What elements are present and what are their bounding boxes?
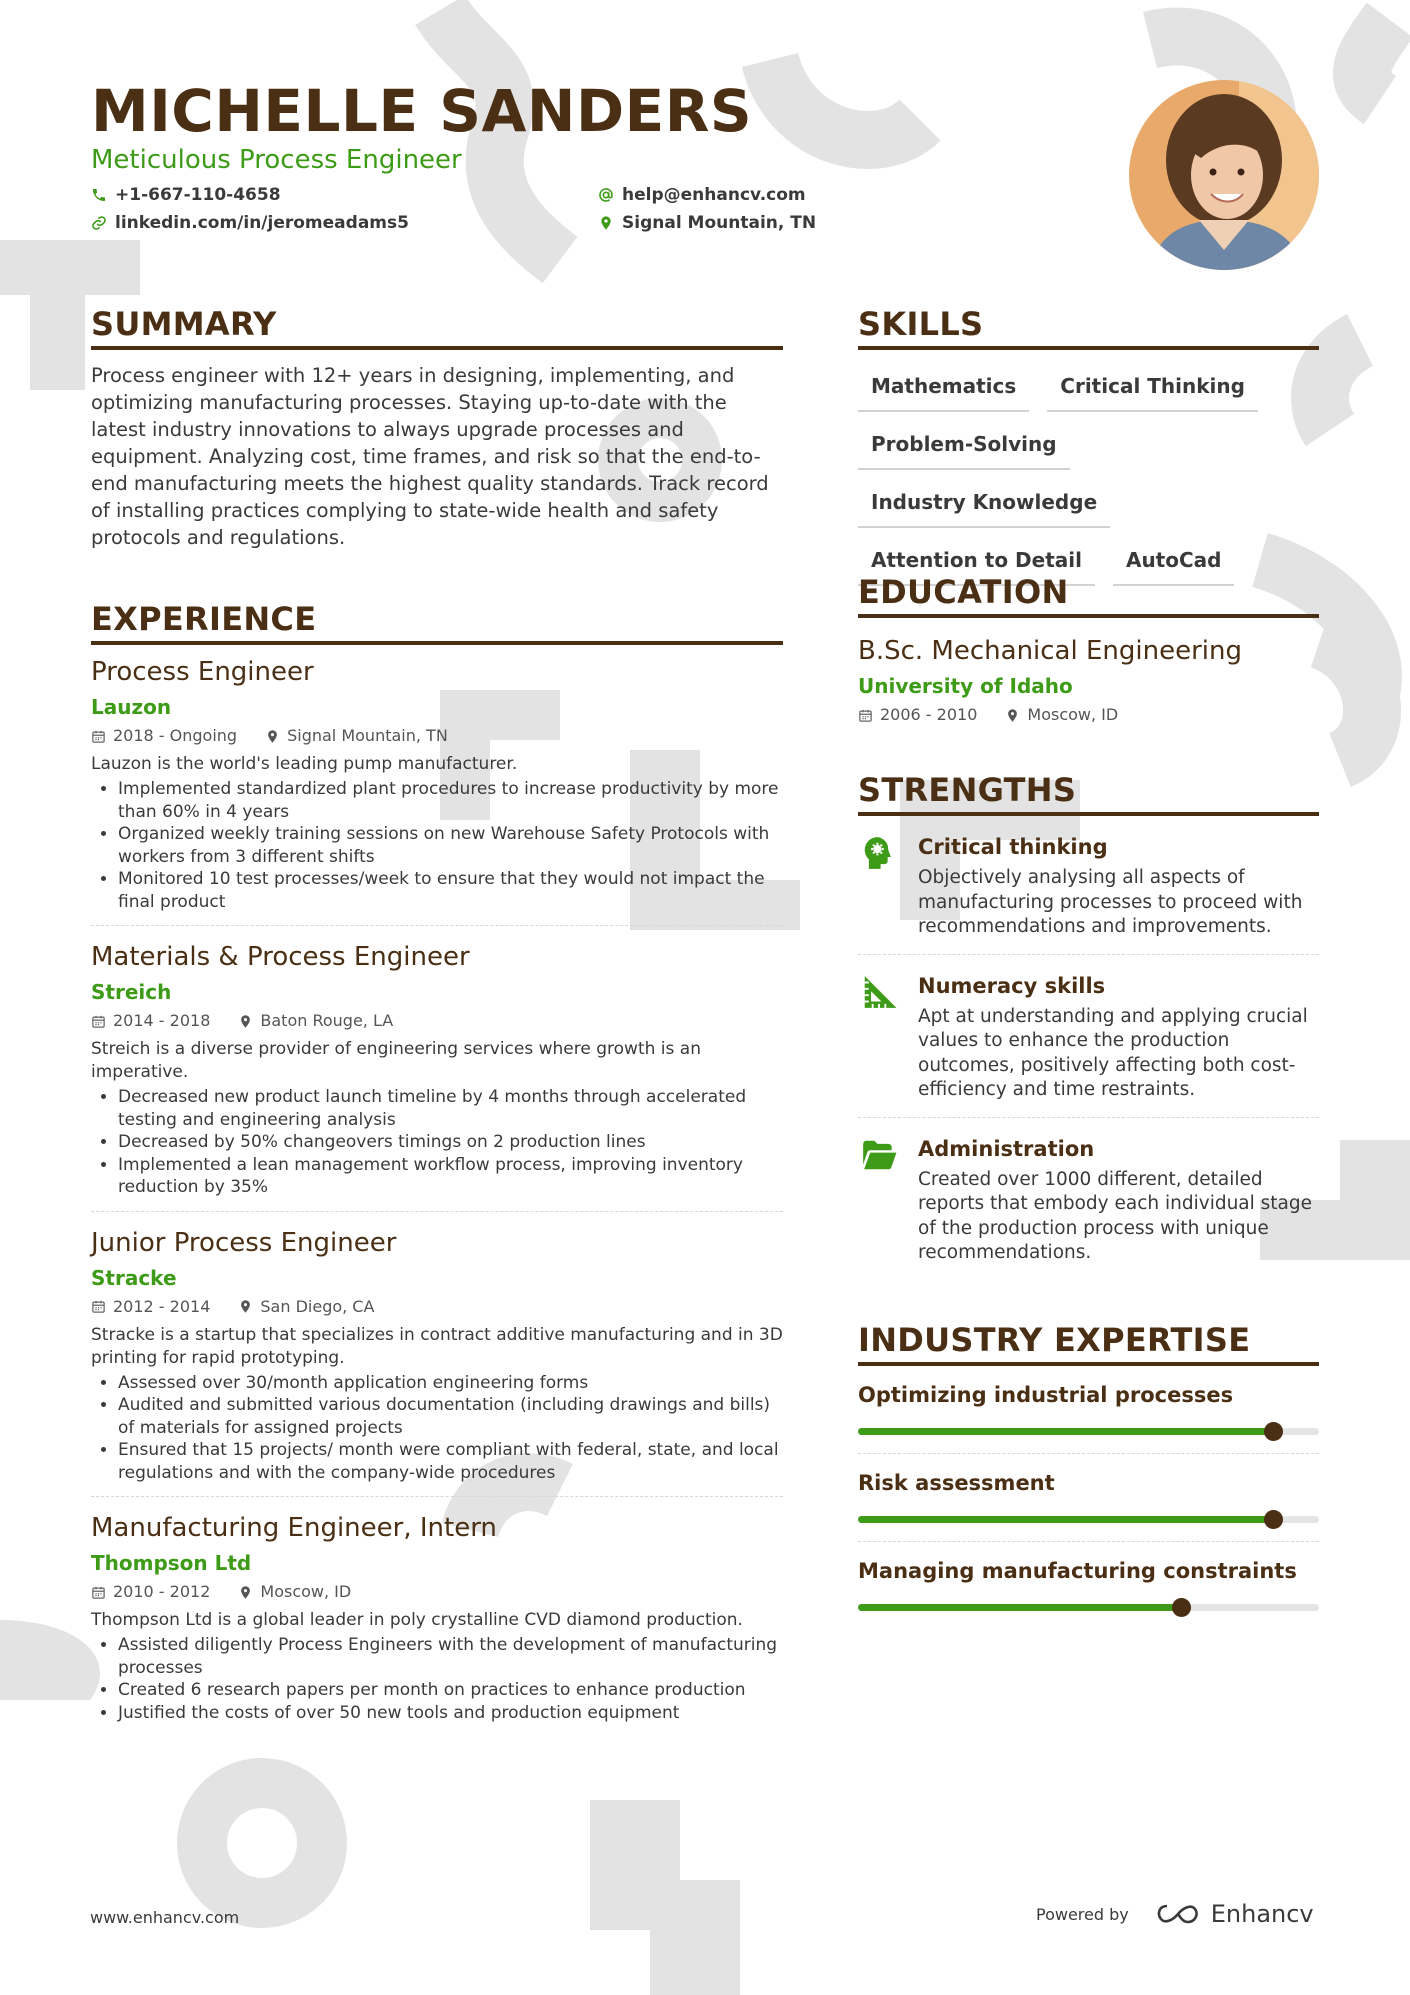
skill-tag: AutoCad (1113, 542, 1235, 586)
strength-description: Created over 1000 different, detailed reports that embody each individual stage of the production process with unique recommendations. (918, 1168, 1313, 1263)
job-bullets (91, 1086, 783, 1199)
job-title: Manufacturing Engineer, Intern (91, 1513, 497, 1543)
contact-location (598, 210, 816, 236)
job-bullets (91, 1634, 783, 1724)
strength-body (918, 1134, 1319, 1266)
job-location-text: San Diego, CA (260, 1296, 375, 1316)
job-bullet: • Assisted diligently Process Engineers with the development of manufacturing processes (118, 1634, 783, 1679)
expertise-label: Risk assessment (858, 1471, 1055, 1495)
at-icon (598, 187, 614, 203)
calendar-icon (91, 1585, 106, 1600)
job-location (238, 1010, 393, 1032)
expertise-item (858, 1542, 1319, 1629)
job-bullets (91, 778, 783, 913)
strength-body (918, 971, 1319, 1103)
job-bullet: • Created 6 research papers per month on practices to enhance production (118, 1679, 783, 1702)
calendar-icon (858, 708, 873, 723)
expertise-bar-fill (858, 1604, 1181, 1611)
job-bullet: • Decreased new product launch timeline by 4 months through accelerated testing and engineering analysis (118, 1086, 783, 1131)
expertise-bar-track (858, 1516, 1319, 1523)
job-bullet: • Justified the costs of over 50 new tools and production equipment (118, 1702, 783, 1725)
job-location (265, 725, 448, 747)
phone-text: +1-667-110-4658 (115, 185, 281, 205)
expertise-label: Optimizing industrial processes (858, 1383, 1234, 1407)
job-bullet: • Organized weekly training sessions on new Warehouse Safety Protocols with workers from 3 different shifts (118, 823, 783, 868)
experience-section (91, 599, 783, 1750)
linkedin-text: linkedin.com/in/jeromeadams5 (115, 213, 409, 233)
skills-list (858, 368, 1319, 586)
brand-text: Enhancv (1210, 1900, 1314, 1928)
footer-branding (1036, 1900, 1314, 1928)
location-pin-icon (238, 1299, 253, 1314)
job-entry (91, 940, 783, 1212)
profile-photo (1129, 80, 1319, 270)
strength-title: Critical thinking (918, 835, 1108, 859)
job-dates (91, 1010, 210, 1032)
expertise-bar-track (858, 1428, 1319, 1435)
folder-open-icon (858, 1134, 900, 1178)
job-bullets (91, 1372, 783, 1485)
job-entry (91, 655, 783, 926)
strength-description: Objectively analysing all aspects of manufacturing processes to proceed with recommendations and improvements. (918, 867, 1303, 937)
job-entry (91, 1511, 783, 1736)
education-dates-text: 2006 - 2010 (880, 705, 978, 724)
education-school: University of Idaho (858, 674, 1073, 698)
location-pin-icon (598, 215, 614, 231)
job-meta (91, 1010, 783, 1032)
skill-tag: Problem-Solving (858, 426, 1070, 470)
education-heading: EDUCATION (858, 572, 1319, 618)
job-bullet: • Audited and submitted various documentation (including drawings and bills) of materials for assigned projects (118, 1394, 783, 1439)
job-description: Stracke is a startup that specializes in contract additive manufacturing and in 3D printing for rapid prototyping. (91, 1324, 783, 1368)
strength-body (918, 832, 1319, 940)
education-dates (858, 704, 977, 726)
summary-text: Process engineer with 12+ years in designing, implementing, and optimizing manufacturing processes. Staying up-to-date with the latest industry innovations to always upgrade processes and equipment. Analyzing cost, time frames, and risk so that the end-to-end manufacturing meets the highest quality standards. Track record of installing practices complying to state-wide health and safety protocols and regulations. (91, 364, 769, 549)
expertise-bar-fill (858, 1428, 1273, 1435)
education-location-text: Moscow, ID (1027, 705, 1119, 724)
strengths-heading: STRENGTHS (858, 770, 1319, 816)
strength-description: Apt at understanding and applying crucial values to enhance the production outcomes, positively affecting both cost-efficiency and time restraints. (918, 1005, 1308, 1100)
enhancv-logo-icon (1155, 1902, 1201, 1926)
link-icon (91, 215, 107, 231)
expertise-bar-fill (858, 1516, 1273, 1523)
job-dates-text: 2014 - 2018 (113, 1011, 211, 1030)
job-bullet: • Implemented a lean management workflow process, improving inventory reduction by 35% (118, 1154, 783, 1199)
job-dates (91, 725, 237, 747)
expertise-bar-track (858, 1604, 1319, 1611)
location-pin-icon (265, 729, 280, 744)
phone-icon (91, 187, 107, 203)
expertise-bar-knob (1172, 1598, 1191, 1617)
skill-tag: Critical Thinking (1047, 368, 1258, 412)
job-entry (91, 1226, 783, 1498)
job-company: Lauzon (91, 695, 172, 719)
job-bullet: • Implemented standardized plant procedures to increase productivity by more than 60% in 4 years (118, 778, 783, 823)
job-meta (91, 1581, 783, 1603)
job-location (238, 1296, 374, 1318)
job-location-text: Moscow, ID (260, 1582, 352, 1601)
location-pin-icon (1005, 708, 1020, 723)
education-meta (858, 704, 1319, 726)
contact-phone[interactable] (91, 182, 281, 208)
job-bullet: • Monitored 10 test processes/week to ensure that they would not impact the final product (118, 868, 783, 913)
job-dates (91, 1296, 210, 1318)
education-degree: B.Sc. Mechanical Engineering (858, 636, 1242, 666)
head-brain-icon (858, 832, 900, 876)
job-company: Stracke (91, 1265, 177, 1290)
skills-heading: SKILLS (858, 304, 1319, 350)
expertise-section (858, 1320, 1319, 1629)
job-bullet: • Ensured that 15 projects/ month were compliant with federal, state, and local regulations and with the company-wide procedures (118, 1439, 783, 1484)
skill-tag: Industry Knowledge (858, 484, 1110, 528)
strength-title: Administration (918, 1136, 1095, 1161)
job-dates-text: 2018 - Ongoing (113, 726, 238, 745)
job-meta (91, 725, 783, 747)
job-bullet: • Assessed over 30/month application engineering forms (118, 1372, 783, 1395)
expertise-item (858, 1366, 1319, 1454)
summary-heading: SUMMARY (91, 304, 783, 350)
contact-email[interactable] (598, 182, 806, 208)
footer-website[interactable]: www.enhancv.com (90, 1908, 240, 1927)
calendar-icon (91, 1299, 106, 1314)
powered-by-text: Powered by (1036, 1904, 1129, 1924)
calendar-icon (91, 729, 106, 744)
expertise-label: Managing manufacturing constraints (858, 1559, 1297, 1583)
skill-tag: Mathematics (858, 368, 1029, 412)
job-description: Streich is a diverse provider of engineering services where growth is an imperative. (91, 1039, 701, 1082)
candidate-name: MICHELLE SANDERS (91, 77, 753, 145)
job-description: Thompson Ltd is a global leader in poly crystalline CVD diamond production. (91, 1610, 743, 1630)
job-location-text: Signal Mountain, TN (287, 726, 448, 745)
job-title: Materials & Process Engineer (91, 942, 470, 972)
strength-item (858, 955, 1319, 1118)
skill-tag: Attention to Detail (858, 542, 1095, 586)
expertise-heading: INDUSTRY EXPERTISE (858, 1320, 1319, 1366)
job-dates-text: 2012 - 2014 (113, 1296, 211, 1316)
location-text: Signal Mountain, TN (622, 213, 817, 233)
contact-linkedin[interactable] (91, 210, 409, 236)
ruler-triangle-icon (858, 971, 900, 1015)
job-description: Lauzon is the world's leading pump manufacturer. (91, 754, 518, 774)
email-text: help@enhancv.com (622, 185, 806, 205)
education-section (858, 572, 1319, 726)
strength-item (858, 816, 1319, 955)
summary-section (91, 304, 783, 551)
job-bullet: • Decreased by 50% changeovers timings on 2 production lines (118, 1131, 783, 1154)
expertise-list (858, 1366, 1319, 1629)
expertise-item (858, 1454, 1319, 1542)
strengths-section (858, 770, 1319, 1280)
location-pin-icon (238, 1585, 253, 1600)
enhancv-logo[interactable] (1155, 1900, 1314, 1928)
education-location (1005, 704, 1118, 726)
job-location-text: Baton Rouge, LA (260, 1011, 394, 1030)
skills-section (858, 304, 1319, 586)
job-location (238, 1581, 351, 1603)
expertise-bar-knob (1264, 1422, 1283, 1441)
job-dates (91, 1581, 210, 1603)
strength-title: Numeracy skills (918, 973, 1106, 998)
job-meta (91, 1296, 783, 1318)
job-title: Process Engineer (91, 657, 314, 687)
jobs-list (91, 655, 783, 1736)
job-company: Streich (91, 980, 172, 1004)
job-dates-text: 2010 - 2012 (113, 1582, 211, 1601)
candidate-title: Meticulous Process Engineer (91, 145, 462, 175)
strength-item (858, 1118, 1319, 1280)
expertise-bar-knob (1264, 1510, 1283, 1529)
location-pin-icon (238, 1014, 253, 1029)
strengths-list (858, 816, 1319, 1280)
job-company: Thompson Ltd (91, 1551, 252, 1575)
calendar-icon (91, 1014, 106, 1029)
experience-heading: EXPERIENCE (91, 599, 783, 645)
job-title: Junior Process Engineer (91, 1227, 397, 1258)
